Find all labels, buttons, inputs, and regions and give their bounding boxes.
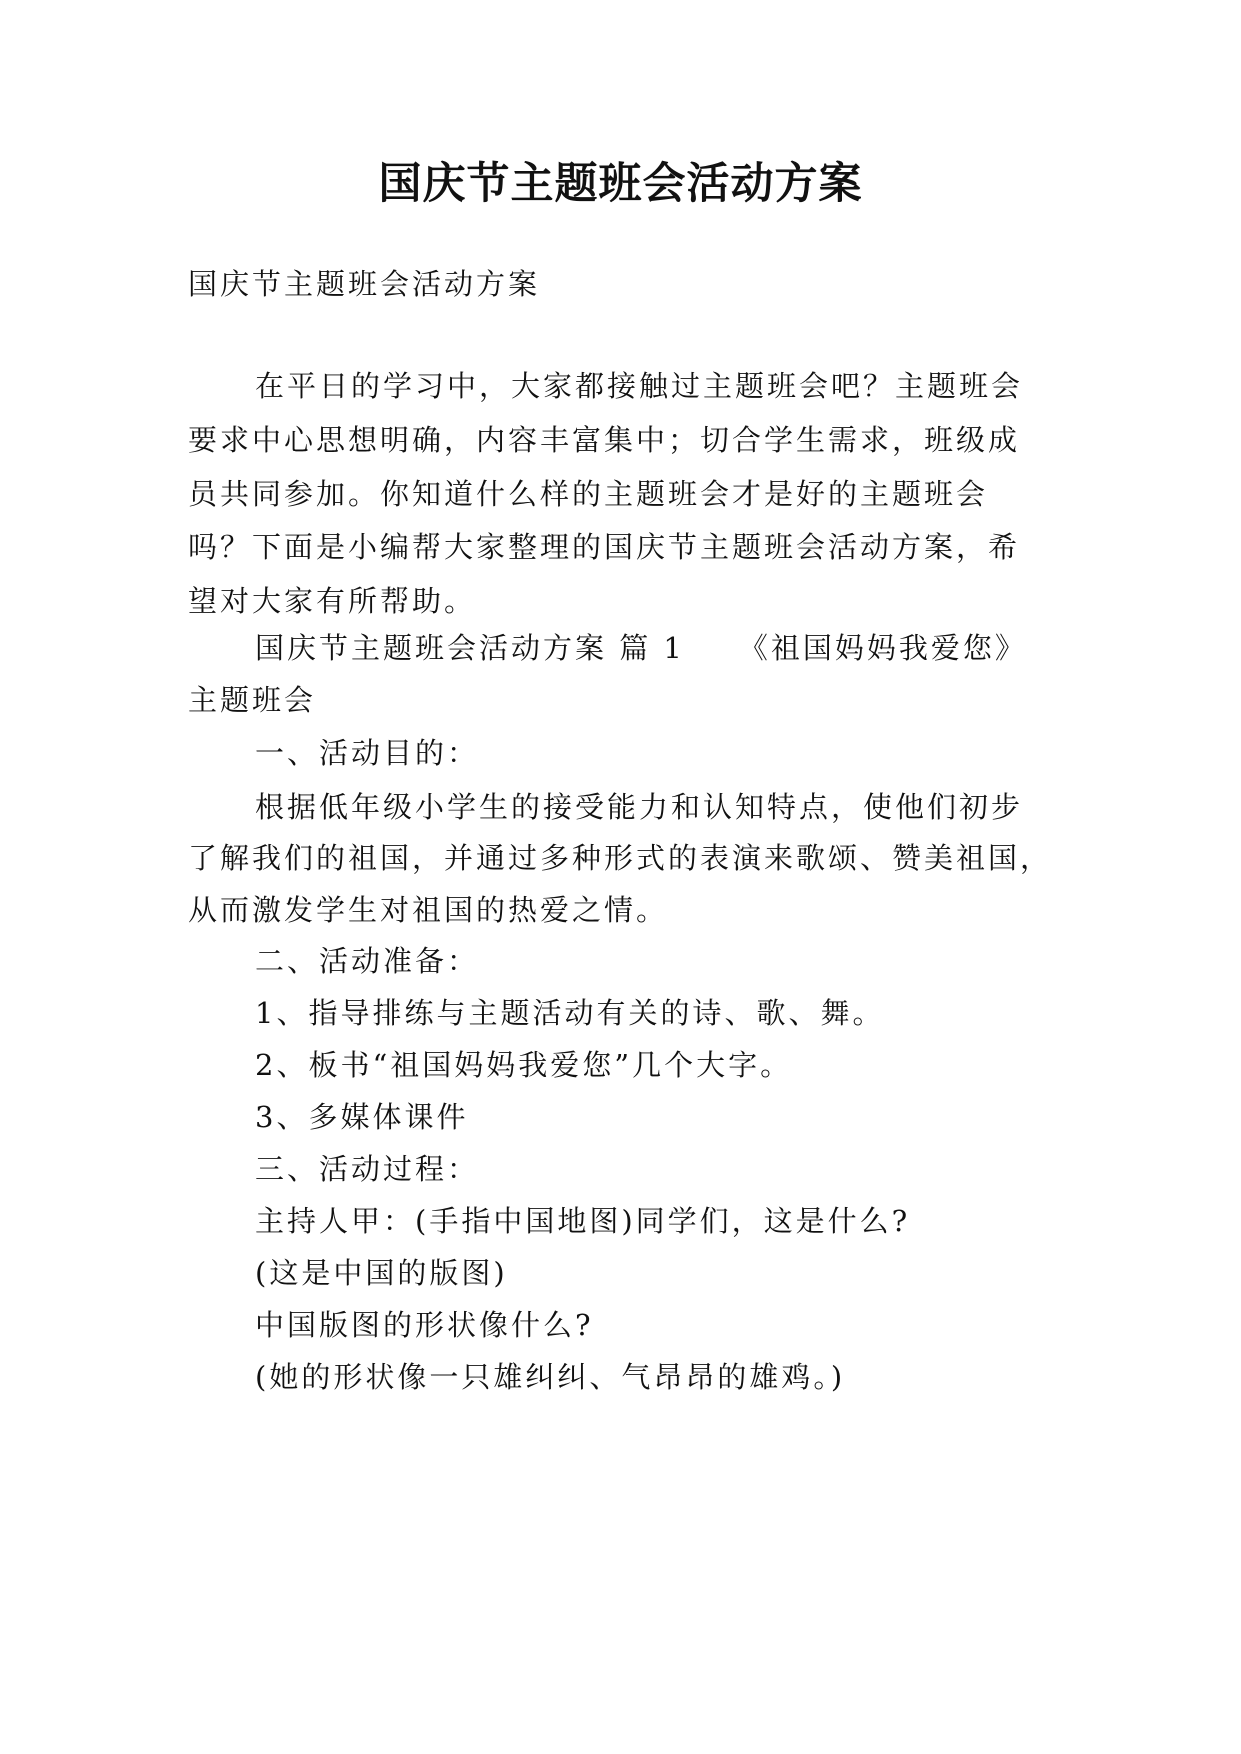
intro-line: 在平日的学习中，大家都接触过主题班会吧？主题班会 bbox=[255, 369, 1024, 403]
intro-line: 员共同参加。你知道什么样的主题班会才是好的主题班会 bbox=[188, 477, 989, 511]
prep-item: 2、板书“祖国妈妈我爱您”几个大字。 bbox=[255, 1048, 793, 1082]
document-title: 国庆节主题班会活动方案 bbox=[378, 159, 863, 209]
prep-item: 3、多媒体课件 bbox=[255, 1100, 469, 1134]
section-heading-title: 国庆节主题班会活动方案 篇 1 bbox=[255, 631, 685, 665]
document-subtitle: 国庆节主题班会活动方案 bbox=[188, 267, 541, 301]
section-heading-continuation: 主题班会 bbox=[188, 683, 317, 717]
section-heading bbox=[255, 628, 1027, 668]
prep-item: 1、指导排练与主题活动有关的诗、歌、舞。 bbox=[255, 996, 885, 1030]
intro-line: 要求中心思想明确，内容丰富集中；切合学生需求，班级成 bbox=[188, 423, 1021, 457]
goal-heading: 一、活动目的： bbox=[255, 736, 480, 770]
process-line: (她的形状像一只雄纠纠、气昂昂的雄鸡。) bbox=[255, 1360, 846, 1394]
goal-line: 根据低年级小学生的接受能力和认知特点，使他们初步 bbox=[255, 790, 1024, 824]
section-heading-theme: 《祖国妈妈我爱您》 bbox=[738, 631, 1027, 665]
process-line: 中国版图的形状像什么? bbox=[255, 1308, 594, 1342]
intro-line: 望对大家有所帮助。 bbox=[188, 584, 477, 618]
goal-line: 从而激发学生对祖国的热爱之情。 bbox=[188, 893, 669, 927]
prep-heading: 二、活动准备： bbox=[255, 944, 480, 978]
goal-line: 了解我们的祖国，并通过多种形式的表演来歌颂、赞美祖国， bbox=[188, 841, 1053, 875]
process-heading: 三、活动过程： bbox=[255, 1152, 480, 1186]
process-line: 主持人甲：(手指中国地图)同学们，这是什么? bbox=[255, 1204, 911, 1238]
intro-line: 吗？下面是小编帮大家整理的国庆节主题班会活动方案，希 bbox=[188, 530, 1021, 564]
process-line: (这是中国的版图) bbox=[255, 1256, 508, 1290]
